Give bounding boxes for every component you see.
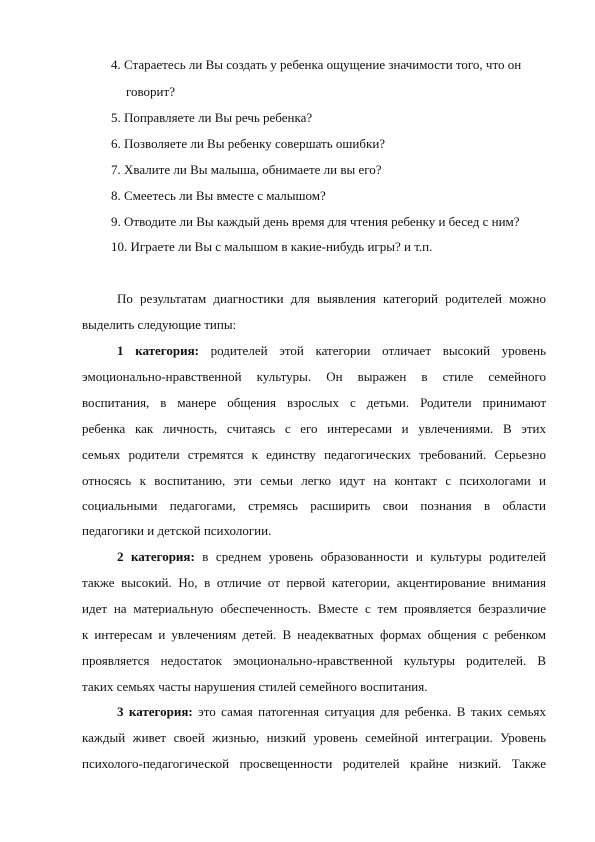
category-1-line-3: воспитания, в манере общения взрослых с детьми. Родители принимают xyxy=(82,395,546,410)
category-1-line-5: семьях родители стремятся к единству педагогических требований. Серьезно xyxy=(82,447,546,462)
category-2-line-6: таких семьях часты нарушения стилей семейного воспитания. xyxy=(82,679,428,694)
question-5: 5. Поправляете ли Вы речь ребенка? xyxy=(111,110,313,125)
category-2-line-1-text: в среднем уровень образованности и культуры родителей xyxy=(194,549,546,564)
category-3-label: 3 категория: xyxy=(117,704,193,719)
category-1-line-1-text: родителей этой категории отличает высокий уровень xyxy=(198,343,546,358)
category-2-label: 2 категория: xyxy=(117,549,195,564)
category-1-line-2: эмоционально-нравственной культуры. Он выражен в стиле семейного xyxy=(82,369,546,384)
question-4-line-2: говорит? xyxy=(126,84,175,99)
category-2-line-4: к интересам и увлечениям детей. В неадекватных формах общения с ребенком xyxy=(82,627,546,642)
category-3-line-1-text: это самая патогенная ситуация для ребенка. В таких семьях xyxy=(192,704,546,719)
intro-line-2: выделить следующие типы: xyxy=(82,317,237,332)
category-1-line-1 xyxy=(117,343,546,359)
intro-line-1: По результатам диагностики для выявления категорий родителей можно xyxy=(117,291,546,306)
category-3-line-1 xyxy=(117,704,546,720)
category-3-line-2: каждый живет своей жизнью, низкий уровень семейной интеграции. Уровень xyxy=(82,730,546,745)
question-9: 9. Отводите ли Вы каждый день время для чтения ребенку и бесед с ним? xyxy=(111,214,520,229)
category-2-line-2: также высокий. Но, в отличие от первой категории, акцентирование внимания xyxy=(82,575,546,590)
question-6: 6. Позволяете ли Вы ребенку совершать ошибки? xyxy=(111,136,386,151)
category-3-line-3: психолого-педагогической просвещенности родителей крайне низкий. Также xyxy=(82,756,546,771)
category-1-line-8: педагогики и детской психологии. xyxy=(82,523,272,538)
category-1-label: 1 категория: xyxy=(117,343,199,358)
question-10: 10. Играете ли Вы с малышом в какие-нибудь игры? и т.п. xyxy=(111,239,433,254)
category-1-line-6: относясь к воспитанию, эти семьи легко идут на контакт с психологами и xyxy=(82,473,546,488)
question-7: 7. Хвалите ли Вы малыша, обнимаете ли вы его? xyxy=(111,162,382,177)
category-1-line-7: социальными педагогами, стремясь расширить свои познания в области xyxy=(82,498,546,513)
question-8: 8. Смеетесь ли Вы вместе с малышом? xyxy=(111,188,326,203)
category-1-line-4: ребенка как личность, считаясь с его интересами и увлечениями. В этих xyxy=(82,421,546,436)
category-2-line-5: проявляется недостаток эмоционально-нравственной культуры родителей. В xyxy=(82,653,546,668)
category-2-line-1 xyxy=(117,549,546,565)
question-4-line-1: 4. Стараетесь ли Вы создать у ребенка ощущение значимости того, что он xyxy=(111,57,522,72)
category-2-line-3: идет на материальную обеспеченность. Вместе с тем проявляется безразличие xyxy=(82,601,546,616)
